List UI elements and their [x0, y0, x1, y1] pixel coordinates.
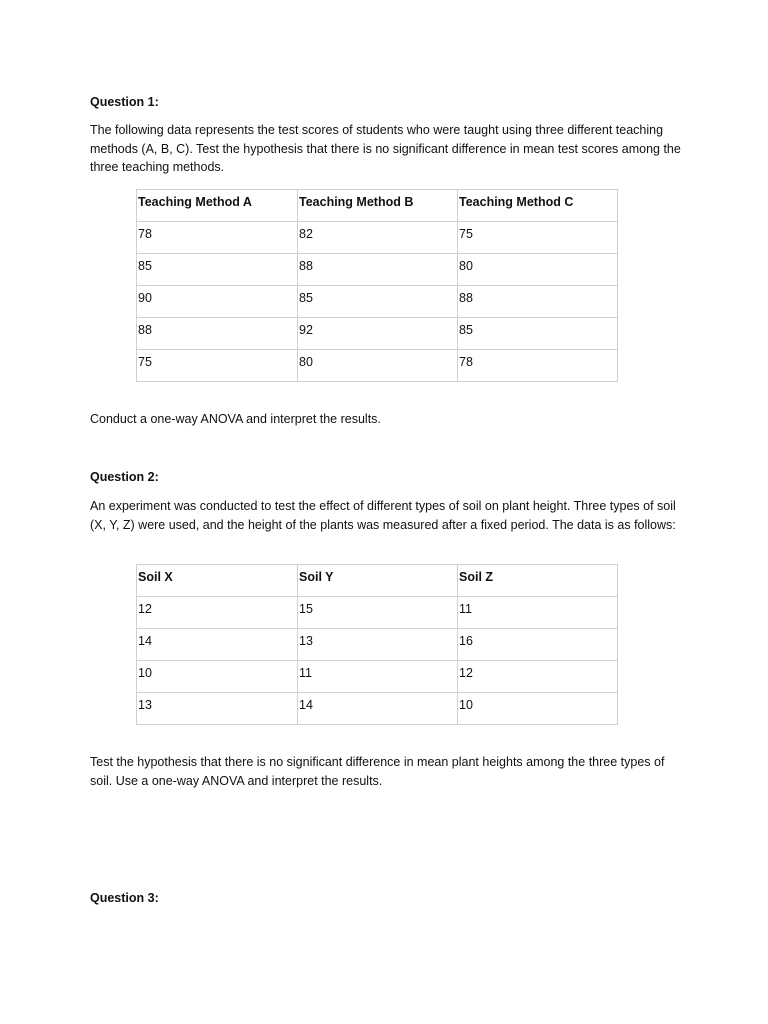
table-row [137, 693, 618, 725]
table-cell: 78 [458, 350, 618, 382]
question-1-table [136, 189, 618, 382]
table-cell: 13 [298, 629, 458, 661]
table-cell: 13 [137, 693, 298, 725]
question-1-instruction: Conduct a one-way ANOVA and interpret the results. [90, 412, 381, 426]
table-row [137, 286, 618, 318]
table-cell: 88 [458, 286, 618, 318]
table-header-cell: Teaching Method C [458, 190, 618, 222]
question-2-table [136, 564, 618, 725]
table-cell: 75 [458, 222, 618, 254]
table-cell: 78 [137, 222, 298, 254]
table-cell: 80 [458, 254, 618, 286]
table-cell: 11 [458, 597, 618, 629]
table-cell: 14 [137, 629, 298, 661]
table-header-cell: Soil X [137, 565, 298, 597]
question-3-heading: Question 3: [90, 891, 159, 905]
table-cell: 14 [298, 693, 458, 725]
table-cell: 80 [298, 350, 458, 382]
table-row [137, 597, 618, 629]
table-row [137, 661, 618, 693]
table-cell: 90 [137, 286, 298, 318]
table-header-row [137, 190, 618, 222]
table-row [137, 318, 618, 350]
table-cell: 82 [298, 222, 458, 254]
table-cell: 92 [298, 318, 458, 350]
table-cell: 85 [298, 286, 458, 318]
table-cell: 88 [298, 254, 458, 286]
table-cell: 16 [458, 629, 618, 661]
table-header-row [137, 565, 618, 597]
table-header-cell: Teaching Method B [298, 190, 458, 222]
question-2-intro: An experiment was conducted to test the effect of different types of soil on plant height. Three types of soil (X, Y, Z) were used, and the height of the plants was measured after a fixed period. The data is as follows: [90, 499, 676, 532]
table-header-cell: Soil Y [298, 565, 458, 597]
question-2-instruction: Test the hypothesis that there is no significant difference in mean plant heights among the three types of soil. Use a one-way ANOVA and interpret the results. [90, 755, 665, 788]
table-row [137, 629, 618, 661]
table-row [137, 222, 618, 254]
table-cell: 75 [137, 350, 298, 382]
table-header-cell: Teaching Method A [137, 190, 298, 222]
table-cell: 12 [137, 597, 298, 629]
table-cell: 85 [137, 254, 298, 286]
table-row [137, 350, 618, 382]
table-cell: 10 [137, 661, 298, 693]
table-cell: 11 [298, 661, 458, 693]
table-row [137, 254, 618, 286]
table-cell: 10 [458, 693, 618, 725]
table-cell: 88 [137, 318, 298, 350]
table-cell: 15 [298, 597, 458, 629]
question-2-heading: Question 2: [90, 470, 159, 484]
table-cell: 85 [458, 318, 618, 350]
question-1-heading: Question 1: [90, 95, 159, 109]
question-1-intro: The following data represents the test scores of students who were taught using three different teaching methods (A, B, C). Test the hypothesis that there is no significant difference in mean test scores among the three teaching methods. [90, 123, 681, 174]
table-header-cell: Soil Z [458, 565, 618, 597]
table-cell: 12 [458, 661, 618, 693]
